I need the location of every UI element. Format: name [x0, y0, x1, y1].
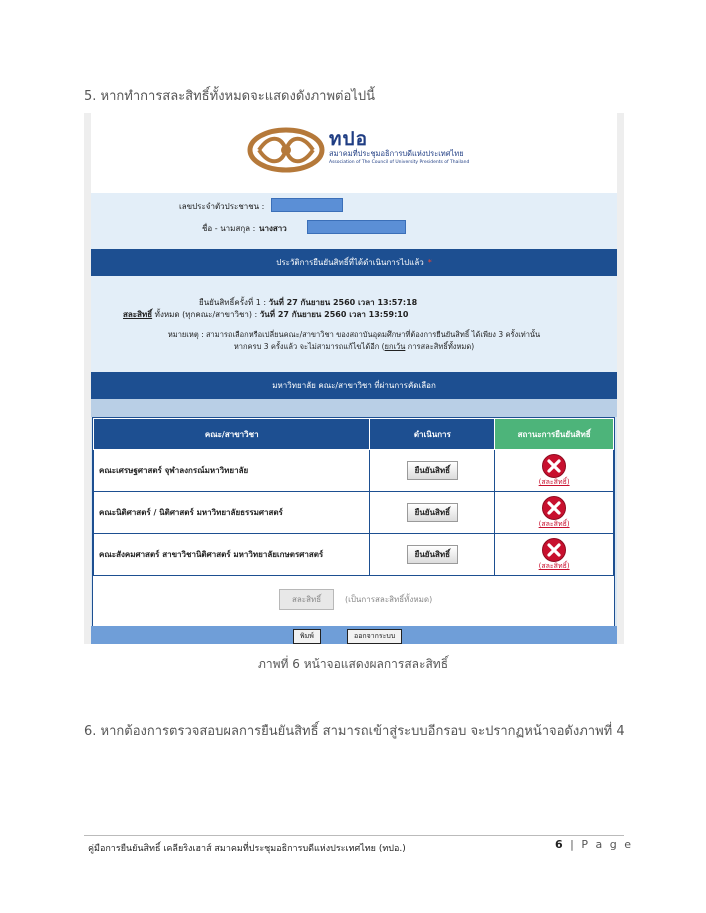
note2-pre: หากครบ 3 ครั้งแล้ว จะไม่สามารถแก้ไขได้อีก ( [233, 342, 385, 351]
waived-status-label[interactable]: (สละสิทธิ์) [538, 562, 570, 570]
id-label: เลขประจำตัวประชาชน : [179, 202, 265, 211]
confirm-round-label: ยืนยันสิทธิ์ครั้งที่ 1 : [199, 298, 267, 307]
page-number-value: 6 [555, 838, 565, 851]
action-cell [370, 450, 495, 492]
logout-button[interactable]: ออกจากระบบ [347, 629, 402, 644]
web-page [91, 113, 617, 644]
cancel-x-icon [541, 537, 567, 563]
figure-caption: ภาพที่ 6 หน้าจอแสดงผลการสละสิทธิ์ [257, 657, 449, 671]
required-star-icon: * [427, 258, 432, 267]
section-6-heading: 6. หากต้องการตรวจสอบผลการยืนยันสิทธิ์ สามารถเข้าสู่ระบบอีกรอบ จะปรากฏหน้าจอดังภาพที่ 4 [84, 724, 625, 739]
history-note-1: หมายเหตุ : สามารถเลือกหรือเปลี่ยนคณะ/สาขาวิชา ของสถาบันอุดมศึกษาที่ต้องการยืนยันสิทธิ์ ได้เพียง 3 ครั้งเท่านั้น [167, 330, 541, 339]
status-cell [495, 492, 614, 534]
faculty-cell: คณะเศรษฐศาสตร์ จุฬาลงกรณ์มหาวิทยาลัย [94, 450, 370, 492]
cancel-all-area [93, 573, 614, 619]
confirm-round-value: วันที่ 27 กันยายน 2560 เวลา 13:57:18 [268, 298, 418, 307]
selection-table [93, 418, 614, 576]
column-header-action: ดำเนินการ [370, 419, 495, 450]
selection-header-text: มหาวิทยาลัย คณะ/สาขาวิชา ที่ผ่านการคัดเลือก [272, 381, 436, 390]
section-5-heading: 5. หากทำการสละสิทธิ์ทั้งหมดจะแสดงดังภาพต่อไปนี้ [84, 89, 375, 104]
logo-header [91, 113, 617, 193]
status-cell [495, 534, 614, 576]
cancel-all-note: (เป็นการสละสิทธิ์ทั้งหมด) [345, 595, 433, 604]
logo-abbreviation: ทปอ [329, 128, 368, 150]
table-row [94, 534, 614, 576]
column-header-faculty: คณะ/สาขาวิชา [94, 419, 370, 450]
column-header-status: สถานะการยืนยันสิทธิ์ [495, 419, 614, 450]
waived-status-label[interactable]: (สละสิทธิ์) [538, 520, 570, 528]
action-cell [370, 534, 495, 576]
print-button[interactable]: พิมพ์ [293, 629, 321, 644]
association-logo-icon [247, 127, 325, 173]
selection-spacer [91, 399, 617, 417]
name-label: ชื่อ - นามสกุล : [202, 224, 256, 233]
id-field-redacted [271, 198, 343, 212]
table-row [94, 492, 614, 534]
name-prefix: นางสาว [259, 224, 287, 233]
note2-post: การสละสิทธิ์ทั้งหมด) [405, 342, 475, 351]
cancel-x-icon [541, 495, 567, 521]
confirm-button[interactable]: ยืนยันสิทธิ์ [407, 461, 458, 480]
history-header [91, 249, 617, 276]
table-row [94, 450, 614, 492]
history-panel [91, 276, 617, 372]
confirm-button[interactable]: ยืนยันสิทธิ์ [407, 545, 458, 564]
history-line-2 [123, 308, 408, 321]
history-note-2 [91, 341, 617, 353]
selection-header [91, 372, 617, 399]
faculty-cell: คณะสังคมศาสตร์ สาขาวิชานิติศาสตร์ มหาวิทยาลัยเกษตรศาสตร์ [94, 534, 370, 576]
page-actions-bar [91, 626, 617, 644]
logo-name-en: Association of The Council of University Presidents of Thailand [329, 160, 470, 165]
logo-name-th: สมาคมที่ประชุมอธิการบดีแห่งประเทศไทย [329, 149, 464, 158]
selection-table-panel [92, 417, 615, 629]
waive-label-underlined: สละสิทธิ์ [123, 310, 153, 319]
action-cell [370, 492, 495, 534]
screenshot-figure [84, 113, 624, 644]
footer-divider [84, 835, 624, 836]
note2-underlined: ยกเว้น [384, 342, 406, 351]
cancel-all-button[interactable]: สละสิทธิ์ [279, 589, 334, 610]
confirm-button[interactable]: ยืนยันสิทธิ์ [407, 503, 458, 522]
applicant-info [91, 193, 617, 249]
footer-title: คู่มือการยืนยันสิทธิ์ เคลียริงเฮาส์ สมาคมที่ประชุมอธิการบดีแห่งประเทศไทย (ทปอ.) [88, 844, 406, 854]
status-cell [495, 450, 614, 492]
cancel-x-icon [541, 453, 567, 479]
waived-status-label[interactable]: (สละสิทธิ์) [538, 478, 570, 486]
history-header-text: ประวัติการยืนยันสิทธิ์ที่ได้ดำเนินการไปแล้ว [276, 258, 424, 267]
page-word: | P a g e [564, 838, 633, 851]
table-header-row [94, 419, 614, 450]
waive-label-rest: ทั้งหมด (ทุกคณะ/สาขาวิชา) : [152, 310, 258, 319]
waive-value: วันที่ 27 กันยายน 2560 เวลา 13:59:10 [259, 310, 409, 319]
page-number [555, 838, 633, 851]
faculty-cell: คณะนิติศาสตร์ / นิติศาสตร์ มหาวิทยาลัยธรรมศาสตร์ [94, 492, 370, 534]
name-field-redacted [307, 220, 406, 234]
